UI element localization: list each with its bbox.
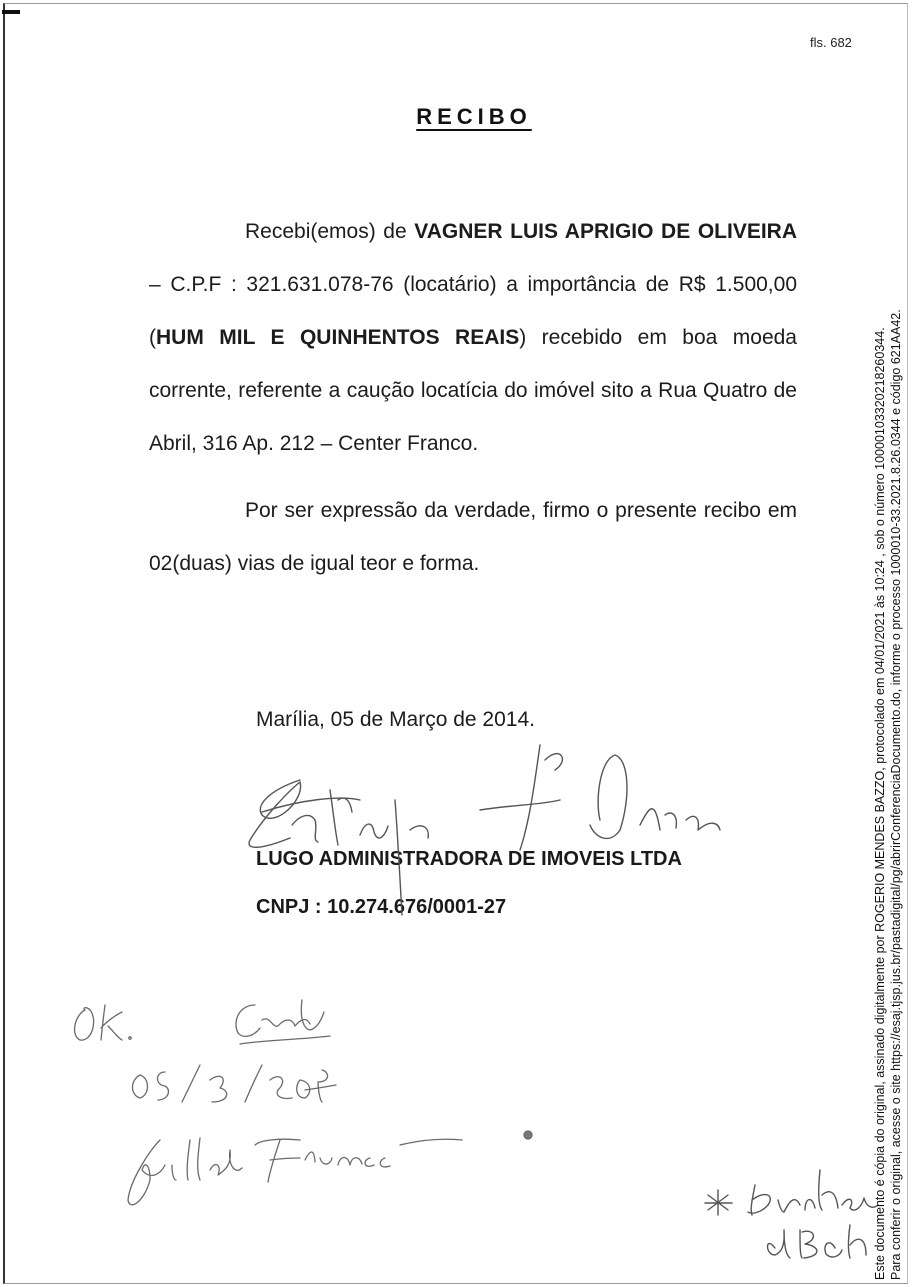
notice-line-1: Este documento é cópia do original, assinado digitalmente por ROGERIO MENDES BAZZO, protocolado em 04/01/2021 às 10:24 , sob o número 10000103320218260344. [873,327,887,1280]
notice-line-2: Para conferir o original, acesse o site https://esaj.tjsp.jus.br/pastadigital/pg/abrirConferenciaDocumento.do, informe o processo 1000010-33.2021.8.26.0344 e código 621AA42. [889,309,903,1280]
corner-annotation [705,1170,878,1258]
handwritten-note [75,1000,532,1205]
company-cnpj: CNPJ : 10.274.676/0001-27 [256,896,507,918]
title-text: RECIBO [416,104,532,129]
amount-in-words: HUM MIL E QUINHENTOS REAIS [156,326,520,349]
manager-signature [249,745,720,915]
page-number: fls. 682 [810,35,852,50]
tenant-name: VAGNER LUIS APRIGIO DE OLIVEIRA [414,220,797,243]
closing-text: Por ser expressão da verdade, firmo o presente recibo em 02(duas) vias de igual teor e forma. [149,499,797,575]
date-line: Marília, 05 de Março de 2014. [256,708,535,731]
digital-signature-notice [872,5,904,1280]
company-name: LUGO ADMINISTRADORA DE IMOVEIS LTDA [256,848,682,870]
body-intro: Recebi(emos) de [245,220,407,243]
body-cpf: – C.P.F : 321.631.078-76 (locatário) a importância de R$ 1.500,00 ( [149,273,797,349]
body-rest: ) recebido em boa moeda corrente, referente a caução locatícia do imóvel sito a Rua Quatro de Abril, 316 Ap. 212 – Center Franco. [149,326,797,455]
